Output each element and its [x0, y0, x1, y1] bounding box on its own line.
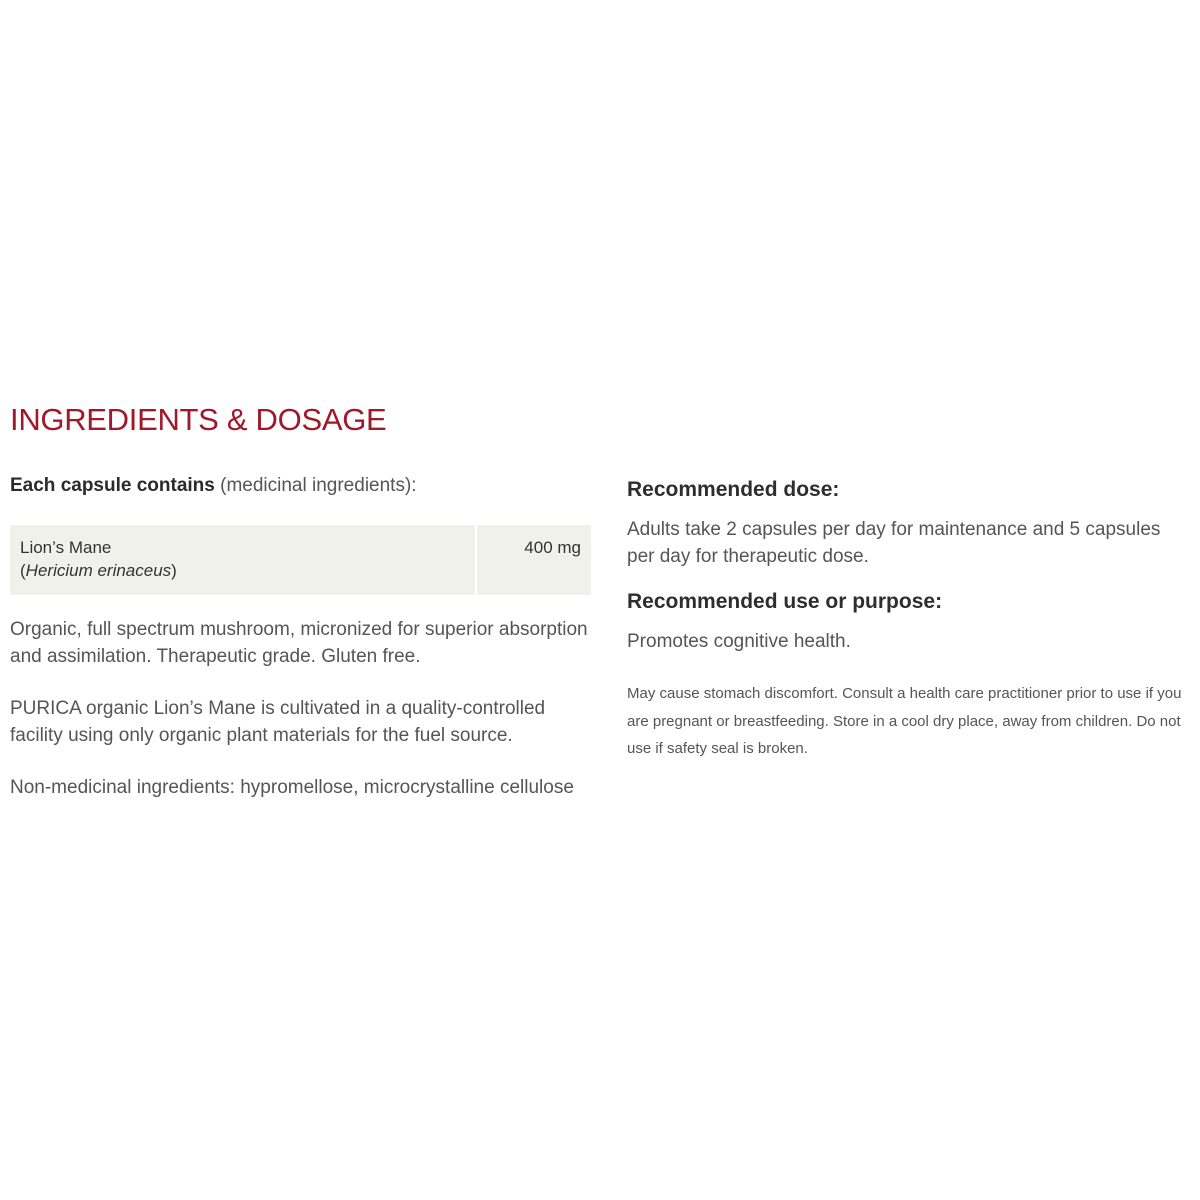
- latin-close-paren: ): [171, 561, 177, 580]
- table-row: [10, 525, 591, 595]
- recommended-dose-text: Adults take 2 capsules per day for maintenance and 5 capsules per day for therapeutic dose.: [627, 519, 1161, 567]
- ingredient-latin-name: Hericium erinaceus: [25, 561, 172, 580]
- section-title: INGREDIENTS & DOSAGE: [10, 402, 387, 437]
- ingredient-name-cell: [10, 525, 477, 595]
- ingredient-amount: 400 mg: [477, 525, 591, 595]
- recommended-dose-heading: Recommended dose:: [627, 478, 840, 501]
- capsule-contains-note: (medicinal ingredients):: [214, 475, 417, 496]
- dosage-column: [627, 475, 1193, 763]
- non-medicinal-ingredients: Non-medicinal ingredients: hypromellose, microcrystalline cellulose: [10, 777, 574, 798]
- latin-open-paren: (: [20, 561, 26, 580]
- capsule-contains-label: Each capsule contains: [10, 475, 215, 496]
- ingredients-column: [10, 472, 592, 801]
- cultivation-paragraph: PURICA organic Lion’s Mane is cultivated in a quality-controlled facility using only organic plant materials for the fuel source.: [10, 698, 546, 746]
- ingredient-latin-line: [20, 559, 465, 582]
- ingredients-table: [10, 525, 591, 595]
- caution-text: May cause stomach discomfort. Consult a health care practitioner prior to use if you are pregnant or breastfeeding. Store in a cool dry place, away from children. Do not use if safety seal is broken.: [627, 685, 1182, 757]
- description-paragraph: Organic, full spectrum mushroom, micronized for superior absorption and assimilation. Therapeutic grade. Gluten free.: [10, 619, 588, 667]
- ingredient-name: Lion’s Mane: [20, 538, 112, 557]
- recommended-use-heading: Recommended use or purpose:: [627, 590, 943, 613]
- capsule-contains-line: [10, 472, 592, 500]
- recommended-use-text: Promotes cognitive health.: [627, 631, 851, 652]
